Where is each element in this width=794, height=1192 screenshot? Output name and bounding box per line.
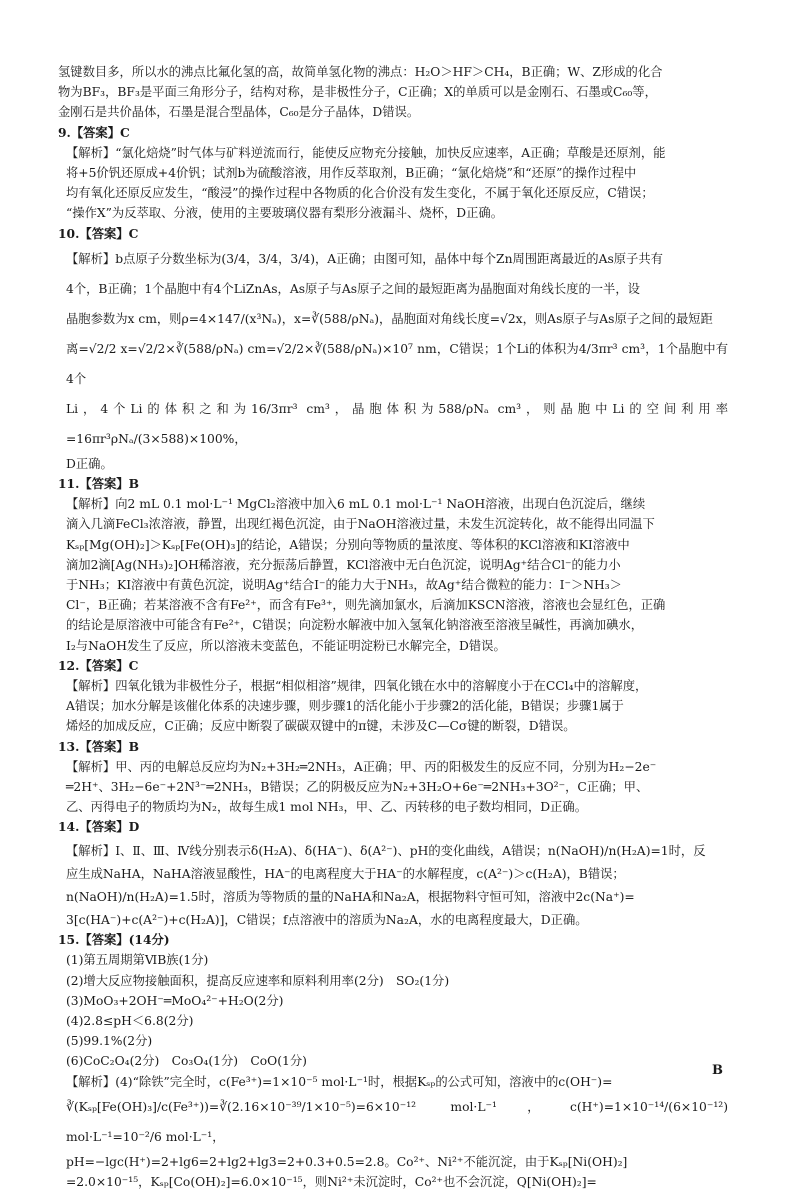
text-line: 4个，B正确；1个晶胞中有4个LiZnAs，As原子与As原子之间的最短距离为晶胞面对角线长度的一半，设 (66, 281, 640, 296)
text-line: 【解析】向2 mL 0.1 mol·L⁻¹ MgCl₂溶液中加入6 mL 0.1 mol·L⁻¹ NaOH溶液，出现白色沉淀后，继续 (66, 497, 646, 512)
text-line: 滴入几滴FeCl₃浓溶液，静置，出现红褐色沉淀，由于NaOH溶液过量，未发生沉淀转化，故不能得出同温下 (66, 517, 655, 532)
question-14-answer: 14.【答案】D (58, 819, 140, 835)
text-line: A错误；加水分解是该催化体系的决速步骤，则步骤1的活化能小于步骤2的活化能，B错误；步骤1属于 (66, 699, 624, 714)
text-line: 【解析】“氯化焙烧”时气体与矿料逆流而行，能使反应物充分接触，加快反应速率，A正确；草酸是还原剂，能 (66, 145, 666, 160)
answer-item: (6)CoC₂O₄(2分) Co₃O₄(1分) CoO(1分) (66, 1054, 307, 1069)
text-line: D正确。 (66, 456, 113, 471)
text-line: 金刚石是共价晶体，石墨是混合型晶体，C₆₀是分子晶体，D错误。 (58, 105, 420, 120)
text-line: 滴加2滴[Ag(NH₃)₂]OH稀溶液，充分振荡后静置，KCl溶液中无白色沉淀，说明Ag⁺结合Cl⁻的能力小 (66, 557, 621, 572)
text-line: 于NH₃；KI溶液中有黄色沉淀，说明Ag⁺结合I⁻的能力大于NH₃，故Ag⁺结合微粒的能力：I⁻＞NH₃＞ (66, 578, 622, 593)
text-line: 3[c(HA⁻)+c(A²⁻)+c(H₂A)]，C错误；f点溶液中的溶质为Na₂A，水的电离程度最大，D正确。 (66, 912, 588, 927)
text-line: 乙、丙得电子的物质均为N₂，故每生成1 mol NH₃，甲、乙、丙转移的电子数均相同，D正确。 (66, 800, 587, 815)
answer-document (58, 62, 728, 1192)
answer-item: (3)MoO₃+2OH⁻═MoO₄²⁻+H₂O(2分) (66, 993, 284, 1008)
answer-item: (4)2.8≤pH＜6.8(2分) (66, 1013, 194, 1028)
question-10-answer: 10.【答案】C (58, 225, 139, 241)
text-line: 离=√2/2 x=√2/2×∛(588/ρNₐ) cm=√2/2×∛(588/ρNₐ)×10⁷ nm，C错误；1个Li的体积为4/3πr³ cm³，1个晶胞中有4个 (66, 341, 728, 386)
text-line: ∛(Kₛₚ[Fe(OH)₃]/c(Fe³⁺))=∛(2.16×10⁻³⁹/1×10⁻⁵)=6×10⁻¹² mol·L⁻¹，c(H⁺)=1×10⁻¹⁴/(6×10⁻¹²) mol·L⁻¹=10⁻²/6 mol·L⁻¹， (66, 1099, 728, 1144)
text-line: Li，4个Li的体积之和为16/3πr³ cm³，晶胞体积为588/ρNₐ cm³，则晶胞中Li的空间利用率=16πr³ρNₐ/(3×588)×100%， (66, 401, 728, 446)
text-line: “操作X”为反萃取、分液，使用的主要玻璃仪器有梨形分液漏斗、烧杯，D正确。 (66, 206, 503, 221)
text-line: 应生成NaHA，NaHA溶液显酸性，HA⁻的电离程度大于HA⁻的水解程度，c(A²⁻)＞c(H₂A)，B错误； (66, 866, 625, 881)
question-15-answer: 15.【答案】(14分) (58, 932, 170, 948)
page-footer-mark: B (712, 1063, 723, 1078)
answer-item: (5)99.1%(2分) (66, 1034, 153, 1049)
text-line: I₂与NaOH发生了反应，所以溶液未变蓝色，不能证明淀粉已水解完全，D错误。 (66, 638, 506, 653)
text-line: 物为BF₃，BF₃是平面三角形分子，结构对称，是非极性分子，C正确；X的单质可以是金刚石、石墨或C₆₀等， (58, 85, 657, 100)
text-line: 晶胞参数为x cm，则ρ=4×147/(x³Nₐ)，x=∛(588/ρNₐ)，晶胞面对角线长度=√2x，则As原子与As原子之间的最短距 (66, 311, 713, 326)
text-line: 【解析】甲、丙的电解总反应均为N₂+3H₂═2NH₃，A正确；甲、丙的阳极发生的反应不同，分别为H₂−2e⁻ (66, 759, 657, 774)
text-line: 【解析】Ⅰ、Ⅱ、Ⅲ、Ⅳ线分别表示δ(H₂A)、δ(HA⁻)、δ(A²⁻)、pH的变化曲线，A错误；n(NaOH)/n(H₂A)=1时，反 (66, 843, 706, 858)
question-11-answer: 11.【答案】B (58, 476, 139, 492)
text-line: ═2H⁺、3H₂−6e⁻+2N³⁻═2NH₃，B错误；乙的阴极反应为N₂+3H₂O+6e⁻═2NH₃+3O²⁻，C正确；甲、 (66, 780, 649, 795)
text-line: 烯烃的加成反应，C正确；反应中断裂了碳碳双键中的π键，未涉及C—Cσ键的断裂，D错误。 (66, 719, 576, 734)
question-9-answer: 9.【答案】C (58, 124, 130, 140)
text-line: 均有氧化还原反应发生，“酸浸”的操作过程中各物质的化合价没有发生变化，不属于氧化还原反应，C错误； (66, 186, 654, 201)
text-line: pH=−lgc(H⁺)=2+lg6=2+lg2+lg3=2+0.3+0.5=2.8。Co²⁺、Ni²⁺不能沉淀，由于Kₛₚ[Ni(OH)₂] (66, 1154, 628, 1169)
text-line: n(NaOH)/n(H₂A)=1.5时，溶质为等物质的量的NaHA和Na₂A，根据物料守恒可知，溶液中2c(Na⁺)= (66, 889, 635, 904)
answer-item: (2)增大反应物接触面积，提高反应速率和原料利用率(2分) SO₂(1分) (66, 973, 450, 988)
text-line: 的结论是原溶液中可能含有Fe²⁺，C错误；向淀粉水解液中加入氢氧化钠溶液至溶液呈碱性，再滴加碘水， (66, 618, 644, 633)
text-line: Cl⁻，B正确；若某溶液不含有Fe²⁺，而含有Fe³⁺，则先滴加氯水，后滴加KSCN溶液，溶液也会显红色，正确 (66, 598, 666, 613)
text-line: 【解析】四氧化锇为非极性分子，根据“相似相溶”规律，四氧化锇在水中的溶解度小于在CCl₄中的溶解度， (66, 679, 648, 694)
question-13-answer: 13.【答案】B (58, 738, 139, 754)
text-line: 【解析】b点原子分数坐标为(3/4，3/4，3/4)，A正确；由图可知，晶体中每个Zn周围距离最近的As原子共有 (66, 251, 663, 266)
question-12-answer: 12.【答案】C (58, 657, 139, 673)
text-line: =2.0×10⁻¹⁵，Kₛₚ[Co(OH)₂]=6.0×10⁻¹⁵，则Ni²⁺未沉淀时，Co²⁺也不会沉淀，Q[Ni(OH)₂]= (66, 1174, 597, 1189)
text-line: 将+5价钒还原成+4价钒；试剂b为硫酸溶液，用作反萃取剂，B正确；“氯化焙烧”和“还原”的操作过程中 (66, 166, 637, 181)
text-line: 【解析】(4)“除铁”完全时，c(Fe³⁺)=1×10⁻⁵ mol·L⁻¹时，根据Kₛₚ的公式可知，溶液中的c(OH⁻)= (66, 1074, 613, 1089)
text-line: 氢键数目多，所以水的沸点比氟化氢的高，故简单氢化物的沸点：H₂O＞HF＞CH₄，B正确；W、Z形成的化合 (58, 65, 663, 79)
answer-item: (1)第五周期第ⅥB族(1分) (66, 953, 209, 968)
text-line: Kₛₚ[Mg(OH)₂]＞Kₛₚ[Fe(OH)₃]的结论，A错误；分别向等物质的量浓度、等体积的KCl溶液和KI溶液中 (66, 537, 630, 552)
